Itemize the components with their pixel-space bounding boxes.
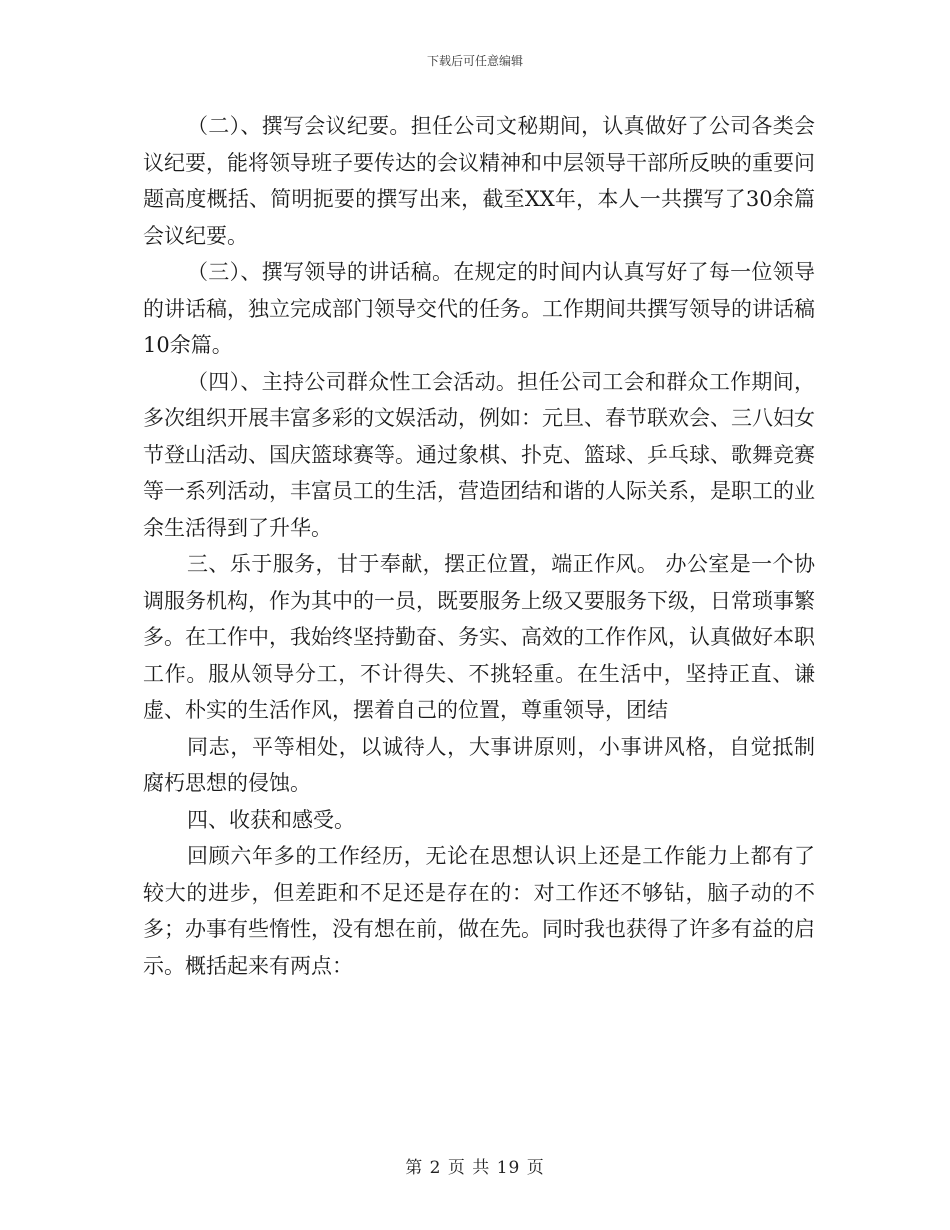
- section-heading-gains: 四、收获和感受。: [187, 807, 355, 832]
- paragraph-service-section: 三、乐于服务，甘于奉献，摆正位置，端正作风。 办公室是一个协调服务机构，作为其中的一员，既要服务上级又要服务下级，日常琐事繁多。在工作中，我始终坚持勤奋、务实、高效的工作作风，认真做好本职工作。服从领导分工，不计得失、不挑轻重。在生活中，坚持正直、谦虚、朴实的生活作风，摆着自己的位置，尊重领导，团结: [143, 552, 815, 722]
- page-number-footer: 第 2 页 共 19 页: [405, 1158, 545, 1178]
- paragraph-union-activities: （四）、主持公司群众性工会活动。担任公司工会和群众工作期间，多次组织开展丰富多彩的文娱活动，例如：元旦、春节联欢会、三八妇女节登山活动、国庆篮球赛等。通过象棋、扑克、篮球、乒乓球、歌舞竞赛等一系列活动，丰富员工的生活，营造团结和谐的人际关系，是职工的业余生活得到了升华。: [143, 369, 815, 540]
- document-body: [143, 108, 815, 984]
- paragraph-service-continued: 同志，平等相处，以诚待人，大事讲原则，小事讲风格，自觉抵制腐朽思想的侵蚀。: [143, 734, 815, 795]
- paragraph-meeting-minutes: （二）、撰写会议纪要。担任公司文秘期间，认真做好了公司各类会议纪要，能将领导班子要传达的会议精神和中层领导干部所反映的重要问题高度概括、简明扼要的撰写出来，截至XX年，本人一共撰写了30余篇会议纪要。: [143, 114, 815, 248]
- page-header: 下载后可任意编辑: [426, 54, 523, 68]
- paragraph-speech-drafts: （三）、撰写领导的讲话稿。在规定的时间内认真写好了每一位领导的讲话稿，独立完成部门领导交代的任务。工作期间共撰写领导的讲话稿10余篇。: [143, 260, 815, 357]
- paragraph-review: 回顾六年多的工作经历，无论在思想认识上还是工作能力上都有了较大的进步，但差距和不足还是存在的：对工作还不够钻，脑子动的不多；办事有些惰性，没有想在前，做在先。同时我也获得了许多有益的启示。概括起来有两点：: [143, 844, 815, 978]
